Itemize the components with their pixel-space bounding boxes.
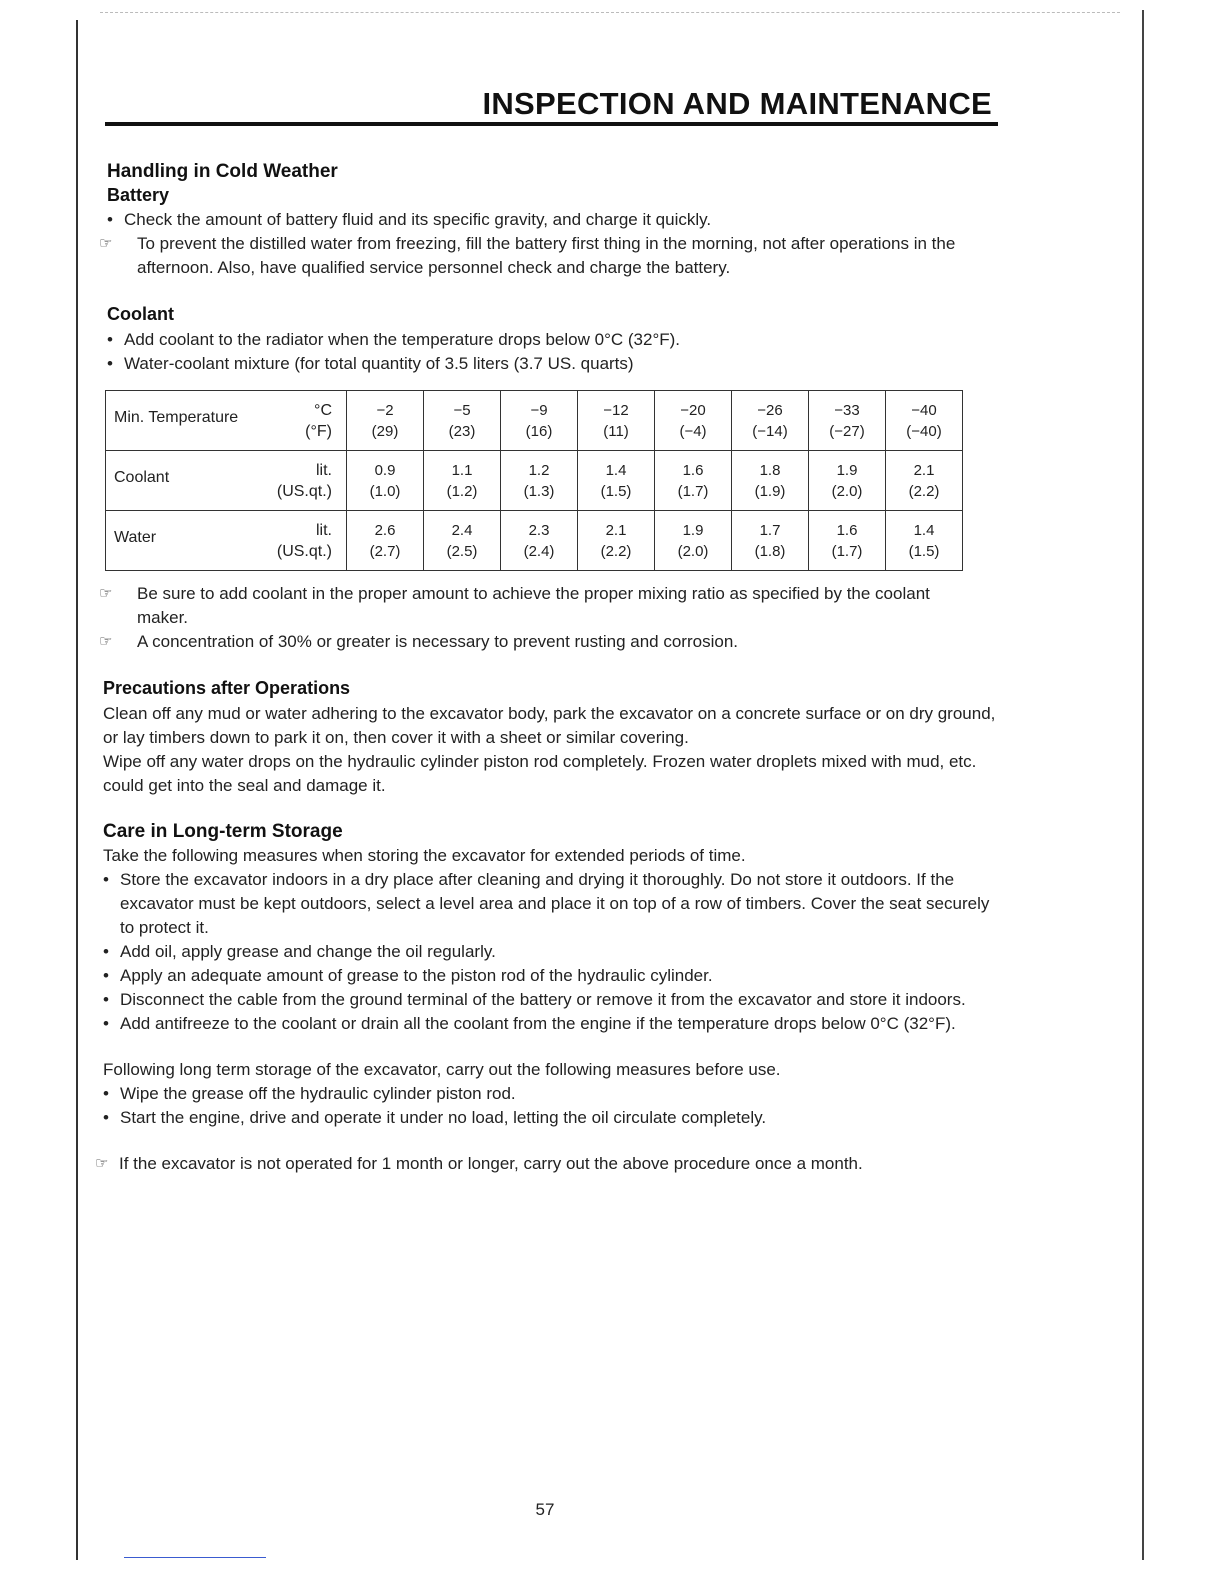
page-number: 57	[535, 1500, 555, 1519]
cell-secondary-value: (−40)	[906, 422, 942, 440]
cell-primary-value: 2.6	[374, 521, 396, 539]
row-label-cell	[106, 391, 347, 451]
table-cell	[424, 391, 501, 451]
row-unit-primary: lit.	[316, 462, 332, 479]
cell-primary-value: 1.4	[605, 461, 627, 479]
subheading-coolant: Coolant	[107, 304, 174, 324]
cell-primary-value: −5	[453, 401, 471, 419]
row-unit-secondary: (°F)	[305, 423, 332, 440]
pointing-hand-icon: ☞	[99, 633, 113, 650]
page-header	[105, 84, 998, 128]
section-heading-storage: Care in Long-term Storage	[103, 821, 343, 842]
table-cell	[347, 391, 424, 451]
page-top-dashed-line	[100, 12, 1120, 13]
cell-secondary-value: (1.5)	[908, 542, 940, 560]
cell-primary-value: 2.1	[913, 461, 935, 479]
table-cell	[732, 451, 809, 511]
cell-secondary-value: (29)	[371, 422, 399, 440]
cell-secondary-value: (−4)	[679, 422, 707, 440]
table-cell	[809, 451, 886, 511]
cell-secondary-value: (−27)	[829, 422, 865, 440]
cell-secondary-value: (1.0)	[369, 482, 401, 500]
coolant-note-1: ☞ Be sure to add coolant in the proper amount to achieve the proper mixing ratio as specified by the coolant maker.	[99, 584, 930, 627]
cell-primary-value: −40	[911, 401, 937, 419]
cell-primary-value: 2.1	[605, 521, 627, 539]
cell-secondary-value: (1.7)	[677, 482, 709, 500]
row-unit-primary: lit.	[316, 522, 332, 539]
pointing-hand-icon: ☞	[99, 235, 113, 252]
row-label: Coolant	[114, 469, 170, 486]
row-unit-secondary: (US.qt.)	[276, 543, 332, 560]
storage-bullet: • Store the excavator indoors in a dry place after cleaning and drying it thoroughly. Do not store it outdoors. If the excavator must be kept outdoors, select a level area and place it on top of a row of timbers. Cover the seat securely to protect it.	[103, 868, 996, 940]
coolant-section	[107, 304, 997, 376]
cell-secondary-value: (2.7)	[369, 542, 401, 560]
precautions-paragraph: Clean off any mud or water adhering to the excavator body, park the excavator on a concrete surface or on dry ground, or lay timbers down to park it on, then cover it with a sheet or similar covering.	[103, 704, 996, 747]
coolant-bullet-1: • Add coolant to the radiator when the temperature drops below 0°C (32°F).	[107, 328, 997, 352]
table-cell	[655, 391, 732, 451]
cell-primary-value: −26	[757, 401, 783, 419]
table-cell	[809, 391, 886, 451]
row-label-cell	[106, 511, 347, 571]
storage-note: ☞ If the excavator is not operated for 1 month or longer, carry out the above procedure once a month.	[103, 1152, 996, 1176]
row-unit	[277, 460, 332, 502]
header-rule	[105, 122, 998, 126]
section-heading-cold-weather: Handling in Cold Weather	[107, 161, 338, 182]
cell-secondary-value: (2.5)	[446, 542, 478, 560]
storage-bullet: • Apply an adequate amount of grease to the piston rod of the hydraulic cylinder.	[103, 964, 996, 988]
table-cell	[578, 391, 655, 451]
row-unit	[305, 400, 332, 442]
cell-primary-value: 1.4	[913, 521, 935, 539]
storage-after-bullet: • Start the engine, drive and operate it under no load, letting the oil circulate completely.	[103, 1106, 996, 1130]
battery-bullet: • Check the amount of battery fluid and its specific gravity, and charge it quickly.	[107, 208, 997, 232]
cell-primary-value: 2.3	[528, 521, 550, 539]
table-cell	[501, 451, 578, 511]
precautions-section	[103, 678, 996, 798]
cell-primary-value: 0.9	[374, 461, 396, 479]
cell-secondary-value: (−14)	[752, 422, 788, 440]
cell-primary-value: 1.8	[759, 461, 781, 479]
footer-rule	[124, 1557, 266, 1558]
table-cell	[578, 451, 655, 511]
table-cell	[809, 511, 886, 571]
cell-secondary-value: (11)	[603, 422, 629, 440]
precautions-paragraph: Wipe off any water drops on the hydraulic cylinder piston rod completely. Frozen water droplets mixed with mud, etc. could get into the seal and damage it.	[103, 752, 977, 795]
cell-secondary-value: (16)	[525, 422, 553, 440]
row-unit-secondary: (US.qt.)	[276, 483, 332, 500]
storage-section	[95, 821, 996, 1176]
cell-primary-value: −12	[603, 401, 629, 419]
storage-after-intro: Following long term storage of the excavator, carry out the following measures before use.	[103, 1060, 781, 1079]
cell-secondary-value: (1.8)	[754, 542, 786, 560]
cell-primary-value: −2	[376, 401, 394, 419]
table-cell	[655, 511, 732, 571]
cell-primary-value: −33	[834, 401, 860, 419]
cell-secondary-value: (2.2)	[908, 482, 940, 500]
cell-primary-value: −9	[530, 401, 548, 419]
coolant-mixture-table	[105, 390, 963, 571]
page-title: INSPECTION AND MAINTENANCE	[482, 86, 992, 121]
table-cell	[886, 391, 963, 451]
table-cell	[886, 511, 963, 571]
storage-bullet: • Disconnect the cable from the ground terminal of the battery or remove it from the excavator and store it indoors.	[103, 988, 996, 1012]
table-cell	[732, 511, 809, 571]
cold-weather-section	[99, 161, 997, 280]
storage-bullet: • Add oil, apply grease and change the oil regularly.	[103, 940, 996, 964]
pointing-hand-icon: ☞	[95, 1155, 109, 1172]
cell-primary-value: 1.7	[759, 521, 781, 539]
table-cell	[732, 391, 809, 451]
cell-secondary-value: (23)	[448, 422, 476, 440]
coolant-note-2: ☞ A concentration of 30% or greater is necessary to prevent rusting and corrosion.	[107, 630, 977, 654]
table-cell	[886, 451, 963, 511]
coolant-bullet-2: • Water-coolant mixture (for total quantity of 3.5 liters (3.7 US. quarts)	[107, 352, 997, 376]
page-left-rule	[76, 20, 78, 1560]
table-cell	[424, 511, 501, 571]
table-cell	[501, 391, 578, 451]
cell-primary-value: 1.2	[528, 461, 550, 479]
cell-secondary-value: (2.4)	[523, 542, 555, 560]
coolant-notes	[99, 582, 977, 654]
cell-secondary-value: (2.2)	[600, 542, 632, 560]
table-cell	[347, 511, 424, 571]
battery-note: ☞ To prevent the distilled water from freezing, fill the battery first thing in the morning, not after operations in the afternoon. Also, have qualified service personnel check and charge the battery.	[99, 234, 956, 277]
cell-primary-value: 1.1	[451, 461, 473, 479]
row-label: Min. Temperature	[114, 409, 239, 426]
cell-secondary-value: (1.7)	[831, 542, 863, 560]
table-row	[106, 451, 963, 511]
cell-primary-value: 1.6	[836, 521, 858, 539]
table-cell	[501, 511, 578, 571]
cell-secondary-value: (1.9)	[754, 482, 786, 500]
cell-secondary-value: (2.0)	[831, 482, 863, 500]
table-cell	[424, 451, 501, 511]
cell-secondary-value: (1.3)	[523, 482, 555, 500]
storage-after-bullet: • Wipe the grease off the hydraulic cylinder piston rod.	[103, 1082, 996, 1106]
cell-secondary-value: (1.2)	[446, 482, 478, 500]
cell-primary-value: 1.9	[836, 461, 858, 479]
table-row	[106, 511, 963, 571]
table-row	[106, 391, 963, 451]
pointing-hand-icon: ☞	[99, 585, 113, 602]
row-unit-primary: °C	[314, 402, 332, 419]
table-cell	[578, 511, 655, 571]
row-unit	[277, 520, 332, 562]
cell-primary-value: 1.6	[682, 461, 704, 479]
page-right-rule	[1142, 10, 1144, 1560]
row-label: Water	[114, 529, 157, 546]
cell-secondary-value: (1.5)	[600, 482, 632, 500]
table-cell	[347, 451, 424, 511]
subheading-precautions: Precautions after Operations	[103, 678, 351, 698]
table-cell	[655, 451, 732, 511]
cell-secondary-value: (2.0)	[677, 542, 709, 560]
cell-primary-value: 2.4	[451, 521, 473, 539]
cell-primary-value: −20	[680, 401, 706, 419]
cell-primary-value: 1.9	[682, 521, 704, 539]
row-label-cell	[106, 451, 347, 511]
storage-bullet: • Add antifreeze to the coolant or drain all the coolant from the engine if the temperature drops below 0°C (32°F).	[103, 1012, 996, 1036]
storage-intro: Take the following measures when storing the excavator for extended periods of time.	[103, 846, 746, 865]
subheading-battery: Battery	[107, 185, 170, 205]
